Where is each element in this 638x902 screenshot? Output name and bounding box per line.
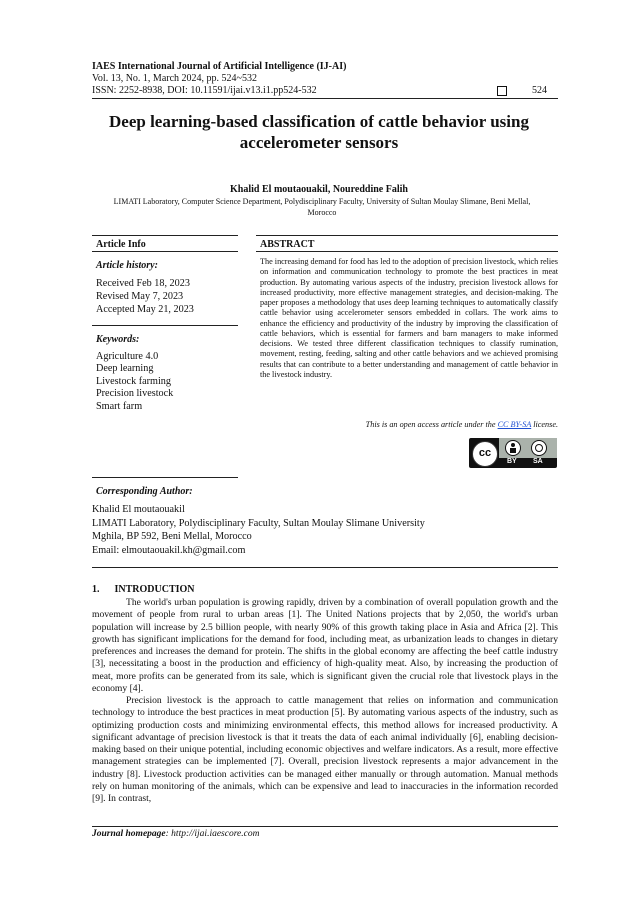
abstract-subrule [256, 251, 558, 252]
intro-paragraph-2: Precision livestock is the approach to cattle management that relies on information and communication technology to introduce the best practices in meat production [5]. By automating various aspects of the industry, such as optimizing production costs and minimizing environmental effects, this method allows for increased productivity. A significant advantage of precision livestock is that it treats the data of each animal individually [6], enabling decision-making based on their unique potential, including economic objectives and welfare indicators. As a result, more effective management strategies can be implemented [7]. Overall, precision livestock represents a major advancement in the industry [8]. Livestock production activities can be managed either manually or through automation. Manual methods rely on human monitoring of the animals, which can be expensive and lead to inaccuracies in the information recorded [9]. In contrast, [92, 695, 558, 804]
paper-authors: Khalid El moutaouakil, Noureddine Falih [230, 184, 408, 195]
corresponding-heading: Corresponding Author: [96, 486, 193, 497]
badge-by-label: BY [507, 458, 517, 465]
introduction-body [92, 597, 558, 805]
introduction-heading: 1. INTRODUCTION [92, 584, 195, 595]
page-number: 524 [532, 85, 547, 96]
keyword-item: Livestock farming [96, 375, 171, 387]
cc-by-sa-badge[interactable] [469, 438, 557, 468]
keyword-item: Agriculture 4.0 [96, 351, 159, 362]
footer-rule [92, 826, 558, 827]
keyword-item: Precision livestock [96, 388, 174, 400]
journal-issn-doi: ISSN: 2252-8938, DOI: 10.11591/ijai.v13.i1.pp524-532 [92, 85, 317, 96]
keyword-item: Deep learning [96, 363, 154, 375]
corresponding-address: Mghila, BP 592, Beni Mellal, Morocco [92, 531, 252, 542]
attribution-person-icon [505, 440, 521, 456]
cc-logo-icon: cc [472, 441, 498, 467]
paper-title: Deep learning-based classification of cattle behavior using accelerometer sensors [109, 112, 529, 152]
square-bullet-icon [497, 86, 507, 96]
header-rule [92, 98, 558, 99]
article-info-rule [92, 235, 238, 236]
journal-homepage-link[interactable]: : http://ijai.iaescore.com [165, 829, 260, 839]
corresponding-org: LIMATI Laboratory, Polydisciplinary Faculty, Sultan Moulay Slimane University [92, 517, 425, 529]
article-info-heading: Article Info [96, 239, 146, 250]
corresponding-details [92, 503, 425, 557]
keywords-heading: Keywords: [96, 334, 140, 345]
share-alike-icon [531, 440, 547, 456]
keyword-item: Smart farm [96, 400, 143, 412]
article-history-list [96, 277, 194, 316]
history-revised: Revised May 7, 2023 [96, 291, 184, 302]
corresponding-email[interactable]: Email: elmoutaouakil.kh@gmail.com [92, 544, 246, 556]
keywords-list [96, 351, 173, 413]
license-link[interactable]: CC BY-SA [497, 420, 532, 429]
license-statement: This is an open access article under the CC BY-SA license. [365, 420, 558, 429]
intro-paragraph-1: The world's urban population is growing rapidly, driven by a combination of overall population growth and the movement of people from rural to urban areas [1]. The United Nations projects that by 2,050, the world's urban population will increase by 2.5 billion people, with nearly 90% of this growth taking place in Asia and Africa [2]. This growth has significant implications for the demand for food, including meat, as urbanization leads to changes in dietary preferences and increases the demand for protein. The shifts in the global economy are affecting the beef cattle industry [3], necessitating a boost in the production and efficiency of high-quality meat. Also, by increasing the production of meat, more profits can be generated from its sale, which is significant given the crucial role that livestock plays in the economy [4]. [92, 597, 558, 694]
history-received: Received Feb 18, 2023 [96, 278, 190, 289]
abstract-heading: ABSTRACT [260, 239, 315, 250]
author-affiliation: LIMATI Laboratory, Computer Science Department, Polydisciplinary Faculty, University of Sultan Moulay Slimane, Beni Mellal, Morocco [113, 197, 531, 217]
badge-sa-label: SA [533, 458, 543, 465]
history-rule [92, 325, 238, 326]
journal-homepage: Journal homepage: http://ijai.iaescore.com [92, 829, 260, 839]
history-accepted: Accepted May 21, 2023 [96, 304, 194, 315]
abstract-text: The increasing demand for food has led to the adoption of precision livestock, which relies on information and communication technology to promote the best practices in meat production. By automating various aspects of the industry, precision livestock allows for increased productivity, more effective management strategies, and decision-making. The paper proposes a methodology that uses deep learning techniques to automatically classify cattle behavior using accelerometer sensors embedded in collars. The work aims to enhance the efficiency and productivity of the industry by improving the classification of cattle behaviors, which is essential for farmers and barn managers to make informed decisions. We tested three different classification techniques to classify rumination, movement, resting, feeding, salting and other cattle behaviors and we achieved promising results that can contribute to a better understanding and management of cattle behavior in the livestock industry. [260, 257, 558, 379]
corresponding-bottom-rule [92, 567, 558, 568]
journal-name: IAES International Journal of Artificial Intelligence (IJ-AI) [92, 61, 347, 72]
corresponding-rule [92, 477, 238, 478]
article-info-subrule [92, 251, 238, 252]
corresponding-name: Khalid El moutaouakil [92, 504, 185, 515]
abstract-rule [256, 235, 558, 236]
article-history-heading: Article history: [96, 260, 158, 271]
journal-volume: Vol. 13, No. 1, March 2024, pp. 524~532 [92, 73, 257, 84]
